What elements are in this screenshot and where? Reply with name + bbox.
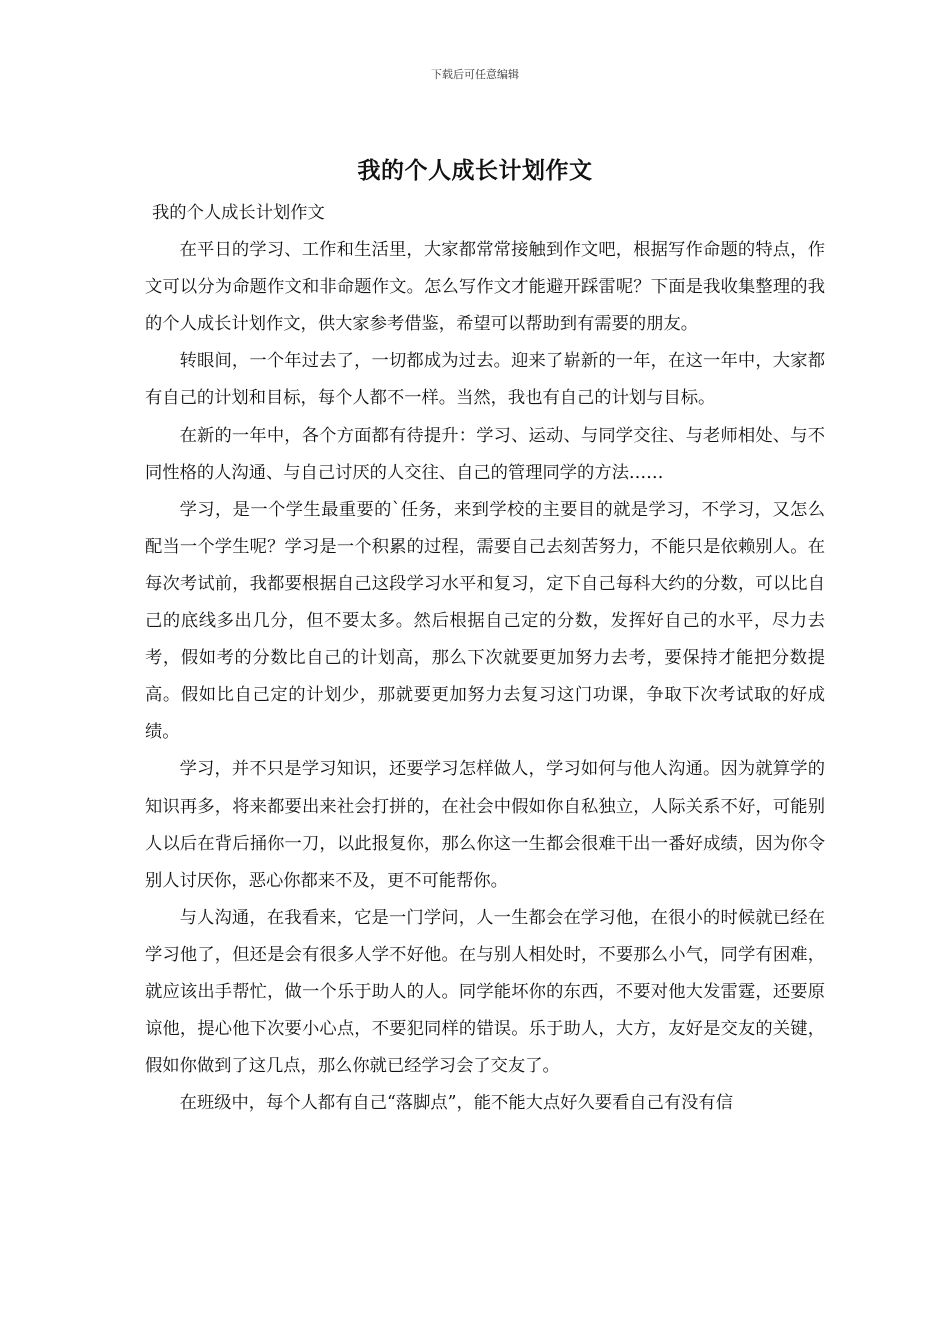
paragraph: 学习，并不只是学习知识，还要学习怎样做人，学习如何与他人沟通。因为就算学的知识再多，将来都要出来社会打拼的，在社会中假如你自私独立，人际关系不好，可能别人以后在背后捅你一刀，以此报复你，那么你这一生都会很难干出一番好成绩，因为你令别人讨厌你，恶心你都来不及，更不可能帮你。 bbox=[145, 759, 825, 891]
paragraph: 在平日的学习、工作和生活里，大家都常常接触到作文吧，根据写作命题的特点，作文可以分为命题作文和非命题作文。怎么写作文才能避开踩雷呢？下面是我收集整理的我的个人成长计划作文，供大家参考借鉴，希望可以帮助到有需要的朋友。 bbox=[145, 240, 825, 335]
paragraph: 转眼间，一个年过去了，一切都成为过去。迎来了崭新的一年，在这一年中，大家都有自己的计划和目标，每个人都不一样。当然，我也有自己的计划与目标。 bbox=[145, 351, 825, 409]
header-note: 下载后可任意编辑 bbox=[431, 68, 519, 81]
paragraph: 在班级中，每个人都有自己“落脚点”，能不能大点好久要看自己有没有信 bbox=[179, 1093, 733, 1114]
document-subtitle: 我的个人成长计划作文 bbox=[152, 203, 325, 223]
paragraph: 在新的一年中，各个方面都有待提升：学习、运动、与同学交往、与老师相处、与不同性格的人沟通、与自己讨厌的人交往、自己的管理同学的方法…… bbox=[145, 425, 825, 483]
document-title: 我的个人成长计划作文 bbox=[357, 157, 593, 184]
paragraph: 学习，是一个学生最重要的`任务，来到学校的主要目的就是学习，不学习，又怎么配当一个学生呢？学习是一个积累的过程，需要自己去刻苦努力，不能只是依赖别人。在每次考试前，我都要根据自己这段学习水平和复习，定下自己每科大约的分数，可以比自己的底线多出几分，但不要太多。然后根据自己定的分数，发挥好自己的水平，尽力去考，假如考的分数比自己的计划高，那么下次就要更加努力去考，要保持才能把分数提高。假如比自己定的计划少，那就要更加努力去复习这门功课，争取下次考试取的好成绩。 bbox=[145, 499, 825, 743]
document-body bbox=[145, 195, 825, 1122]
paragraph: 与人沟通，在我看来，它是一门学问，人一生都会在学习他，在很小的时候就已经在学习他了，但还是会有很多人学不好他。在与别人相处时，不要那么小气，同学有困难，就应该出手帮忙，做一个乐于助人的人。同学能坏你的东西，不要对他大发雷霆，还要原谅他，提心他下次要小心点，不要犯同样的错误。乐于助人，大方，友好是交友的关键，假如你做到了这几点，那么你就已经学习会了交友了。 bbox=[145, 907, 825, 1077]
